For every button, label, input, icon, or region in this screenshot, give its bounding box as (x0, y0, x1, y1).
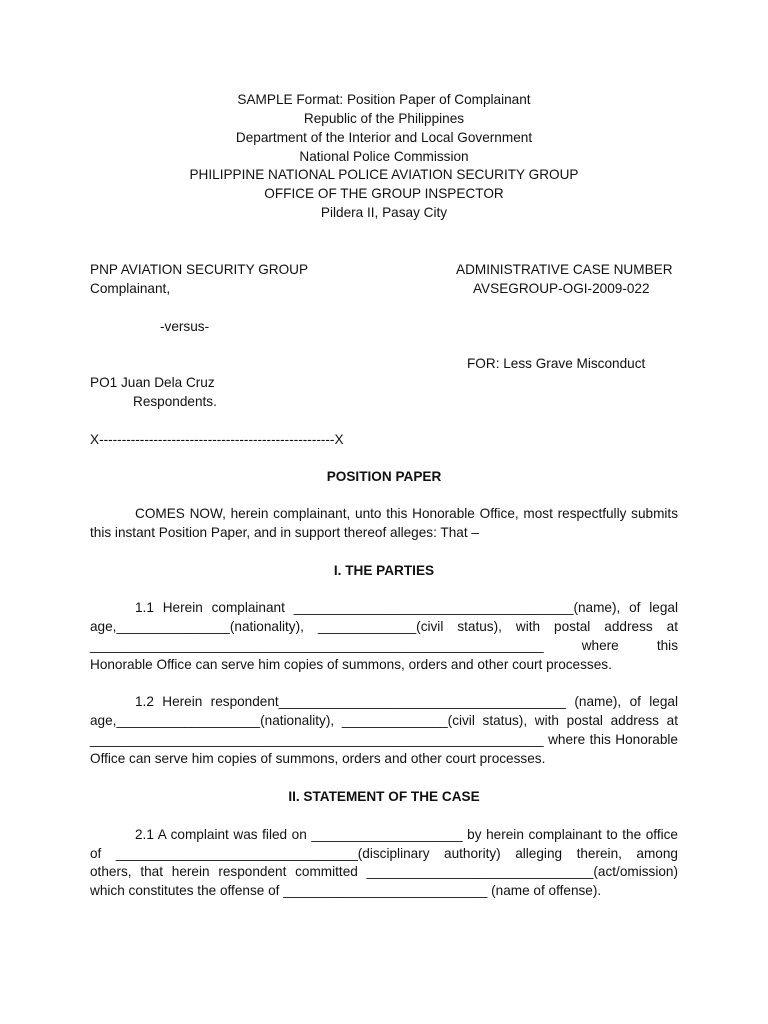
parties-p1-text-1: 1.1 Herein complainant _____________________________________(name), of legal (135, 600, 678, 615)
complainant-name: PNP AVIATION SECURITY GROUP (90, 262, 309, 277)
parties-p1-line-4: Honorable Office can serve him copies of summons, orders and other court processes. (90, 657, 612, 672)
respondent-role: Respondents. (133, 394, 217, 409)
header-line-commission: National Police Commission (299, 149, 469, 164)
document-title: POSITION PAPER (326, 469, 442, 484)
respondent-name: PO1 Juan Dela Cruz (90, 375, 215, 390)
intro-line-1 (90, 505, 678, 523)
parties-p1-line-3: ____________________________________________________________ where this (90, 638, 678, 653)
header-line-sample-format: SAMPLE Format: Position Paper of Complainant (237, 92, 531, 107)
header-line-pnp-asg: PHILIPPINE NATIONAL POLICE AVIATION SECURITY GROUP (189, 167, 579, 182)
complainant-role: Complainant, (90, 281, 171, 296)
case-number-label: ADMINISTRATIVE CASE NUMBER (456, 262, 673, 277)
statement-p1-line-1 (90, 826, 678, 844)
header-line-republic: Republic of the Philippines (303, 111, 465, 126)
statement-p1-line-2: of ________________________________(disciplinary authority) alleging therein, among (90, 846, 678, 861)
versus-label: -versus- (160, 319, 210, 334)
intro-line-2: this instant Position Paper, and in support thereof alleges: That – (90, 525, 479, 540)
parties-p2-line-2: age,___________________(nationality), ______________(civil status), with postal address at (90, 713, 678, 728)
intro-text-1: COMES NOW, herein complainant, unto this Honorable Office, most respectfully submits (135, 506, 678, 521)
header-line-office: OFFICE OF THE GROUP INSPECTOR (264, 186, 504, 201)
statement-p1-text-1: 2.1 A complaint was filed on ____________________ by herein complainant to the office (135, 827, 678, 842)
statement-p1-line-3: others, that herein respondent committed ______________________________(act/omission) (90, 864, 678, 879)
parties-p2-line-4: Office can serve him copies of summons, orders and other court processes. (90, 751, 546, 766)
section-heading-statement: II. STATEMENT OF THE CASE (288, 789, 480, 804)
parties-p1-line-2: age,_______________(nationality), _____________(civil status), with postal address at (90, 619, 678, 634)
parties-p2-line-3: ____________________________________________________________ where this Honorable (90, 732, 678, 747)
statement-p1-line-4: which constitutes the offense of ___________________________ (name of offense). (90, 883, 602, 898)
section-heading-parties: I. THE PARTIES (333, 563, 435, 578)
parties-p1-line-1 (90, 599, 678, 617)
parties-p2-line-1 (90, 693, 678, 711)
caption-separator: X----------------------------------------------------X (90, 432, 344, 447)
header-line-address: Pildera II, Pasay City (320, 205, 448, 220)
case-number-value: AVSEGROUP-OGI-2009-022 (473, 281, 650, 296)
charge-label: FOR: Less Grave Misconduct (467, 356, 646, 371)
header-line-department: Department of the Interior and Local Government (235, 130, 533, 145)
parties-p2-text-1: 1.2 Herein respondent______________________________________ (name), of legal (135, 694, 678, 709)
